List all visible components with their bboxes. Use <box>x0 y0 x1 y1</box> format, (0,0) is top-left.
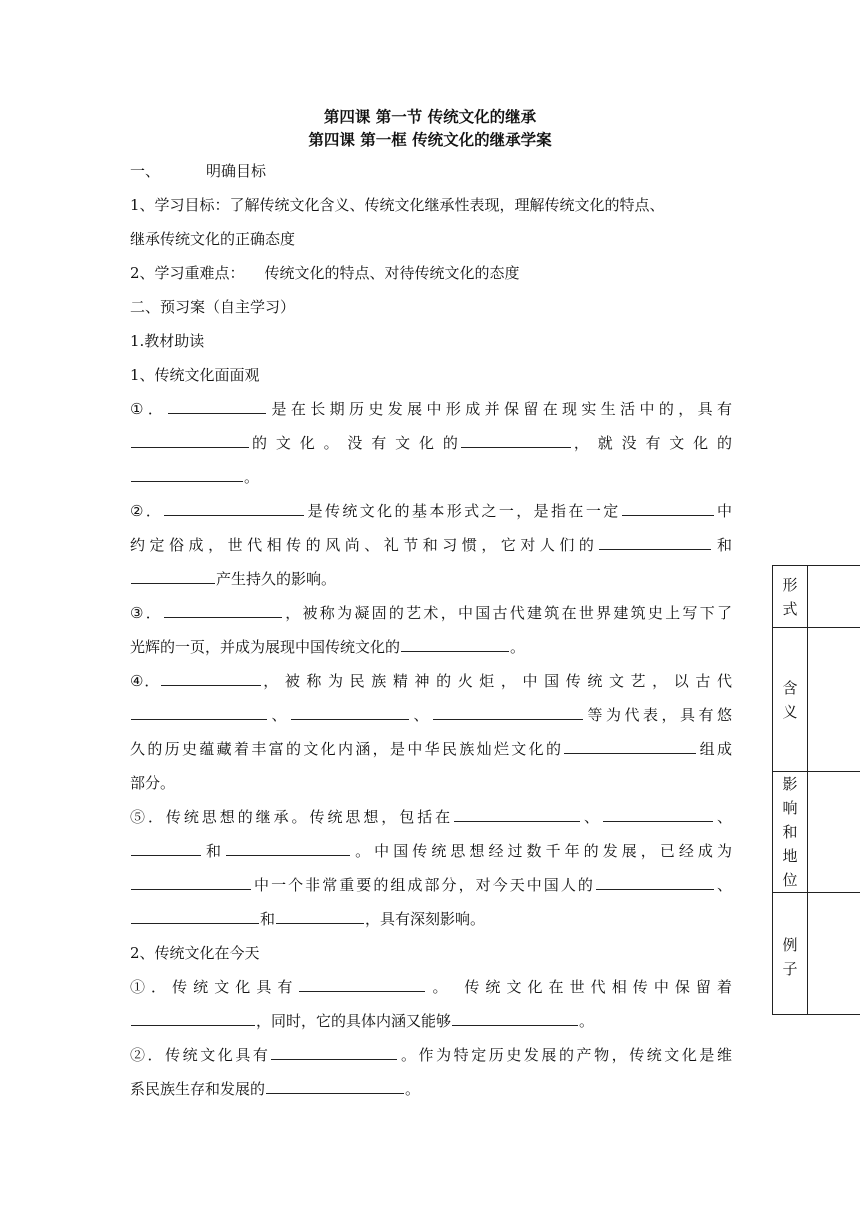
side-table-label: 含 义 <box>773 628 808 772</box>
fill-blank[interactable] <box>271 1041 397 1060</box>
side-table-cell[interactable] <box>808 566 860 628</box>
side-table-label: 影 响 和 地 位 <box>773 772 808 893</box>
fill-blank[interactable] <box>131 1007 255 1026</box>
fill-blank[interactable] <box>622 497 714 516</box>
document-body <box>130 154 732 1106</box>
fill-blank[interactable] <box>461 429 571 448</box>
fill-blank[interactable] <box>164 599 282 618</box>
fill-blank[interactable] <box>596 871 714 890</box>
fill-blank[interactable] <box>433 701 583 720</box>
fill-blank[interactable] <box>226 837 350 856</box>
fill-blank[interactable] <box>131 837 201 856</box>
fill-blank[interactable] <box>131 565 215 584</box>
fill-blank[interactable] <box>131 463 243 482</box>
fill-blank[interactable] <box>564 735 696 754</box>
section-heading-2: 二、预习案（自主学习） <box>130 298 296 316</box>
fill-blank[interactable] <box>131 871 251 890</box>
fill-item-2: ②． 是传统文化的基本形式之一，是指在一定 中 约定俗成，世代相传的风尚、礼节和习惯，它对人们的 和 产生持久的影响。 <box>130 494 732 596</box>
fill-item-4: ④． ， 被 称 为 民 族 精 神 的 火 炬 ， 中 国 传 统 文 艺 ， 以 古 代 、 、 等为代表，具有悠 久的历史蕴藏着丰富的文化内涵，是中华民族灿烂文化的 组成 部分。 <box>130 664 732 800</box>
side-table-cell[interactable] <box>808 893 860 1015</box>
fill-blank[interactable] <box>131 429 249 448</box>
sub-heading-textbook: 1.教材助读 <box>130 332 205 350</box>
fill-item-3: ③． ，被称为凝固的艺术，中国古代建筑在世界建筑史上写下了 光辉的一页，并成为展现中国传统文化的 。 <box>130 596 732 664</box>
key-points: 2、学习重难点： 传统文化的特点、对待传统文化的态度 <box>130 264 520 282</box>
side-table-cell[interactable] <box>808 772 860 893</box>
side-table-row-form <box>773 566 860 628</box>
fill-blank[interactable] <box>276 905 364 924</box>
fill-item-5: ⑤．传统思想的继承。传统思想，包括在 、 、 和 。中国传统思想经过数千年的发展，已经成为 中一个非常重要的组成部分，对今天中国人的 、 和 ，具有深刻影响。 <box>130 800 732 936</box>
fill-blank[interactable] <box>452 1007 578 1026</box>
learning-objective-line1: 1、学习目标：了解传统文化含义、传统文化继承性表现，理解传统文化的特点、 <box>130 196 665 214</box>
fill-blank[interactable] <box>299 973 425 992</box>
fill-blank[interactable] <box>164 497 304 516</box>
fill-blank[interactable] <box>168 395 266 414</box>
fill-blank[interactable] <box>603 803 713 822</box>
fill-blank[interactable] <box>454 803 580 822</box>
side-table-label: 形 式 <box>773 566 808 628</box>
fill-item-1: ①． 是在长期历史发展中形成并保留在现实生活中的，具有 的 文 化 。 没 有 文 化 的 ， 就 没 有 文 化 的 。 <box>130 392 732 494</box>
part1-heading: 1、传统文化面面观 <box>130 366 260 384</box>
fill-blank[interactable] <box>599 531 711 550</box>
side-table <box>772 565 860 1015</box>
document-subtitle: 第四课 第一框 传统文化的继承学案 <box>308 131 552 149</box>
part2-heading: 2、传统文化在今天 <box>130 944 260 962</box>
side-table-row-influence <box>773 772 860 893</box>
learning-objective-line2: 继承传统文化的正确态度 <box>130 230 296 248</box>
document-title: 第四课 第一节 传统文化的继承 <box>323 108 537 126</box>
side-table-cell[interactable] <box>808 628 860 772</box>
fill-blank[interactable] <box>131 701 267 720</box>
section-heading-1: 一、 明确目标 <box>130 162 267 180</box>
fill-blank[interactable] <box>266 1075 404 1094</box>
fill-item-6: ①．传统文化具有 。 传统文化在世代相传中保留着 ，同时，它的具体内涵又能够 。 <box>130 970 732 1038</box>
side-table-row-meaning <box>773 628 860 772</box>
fill-blank[interactable] <box>401 633 509 652</box>
fill-blank[interactable] <box>291 701 409 720</box>
side-table-label: 例 子 <box>773 893 808 1015</box>
side-table-row-examples <box>773 893 860 1015</box>
fill-item-7: ②．传统文化具有 。作为特定历史发展的产物，传统文化是维 系民族生存和发展的 。 <box>130 1038 732 1106</box>
fill-blank[interactable] <box>161 667 261 686</box>
fill-blank[interactable] <box>131 905 259 924</box>
